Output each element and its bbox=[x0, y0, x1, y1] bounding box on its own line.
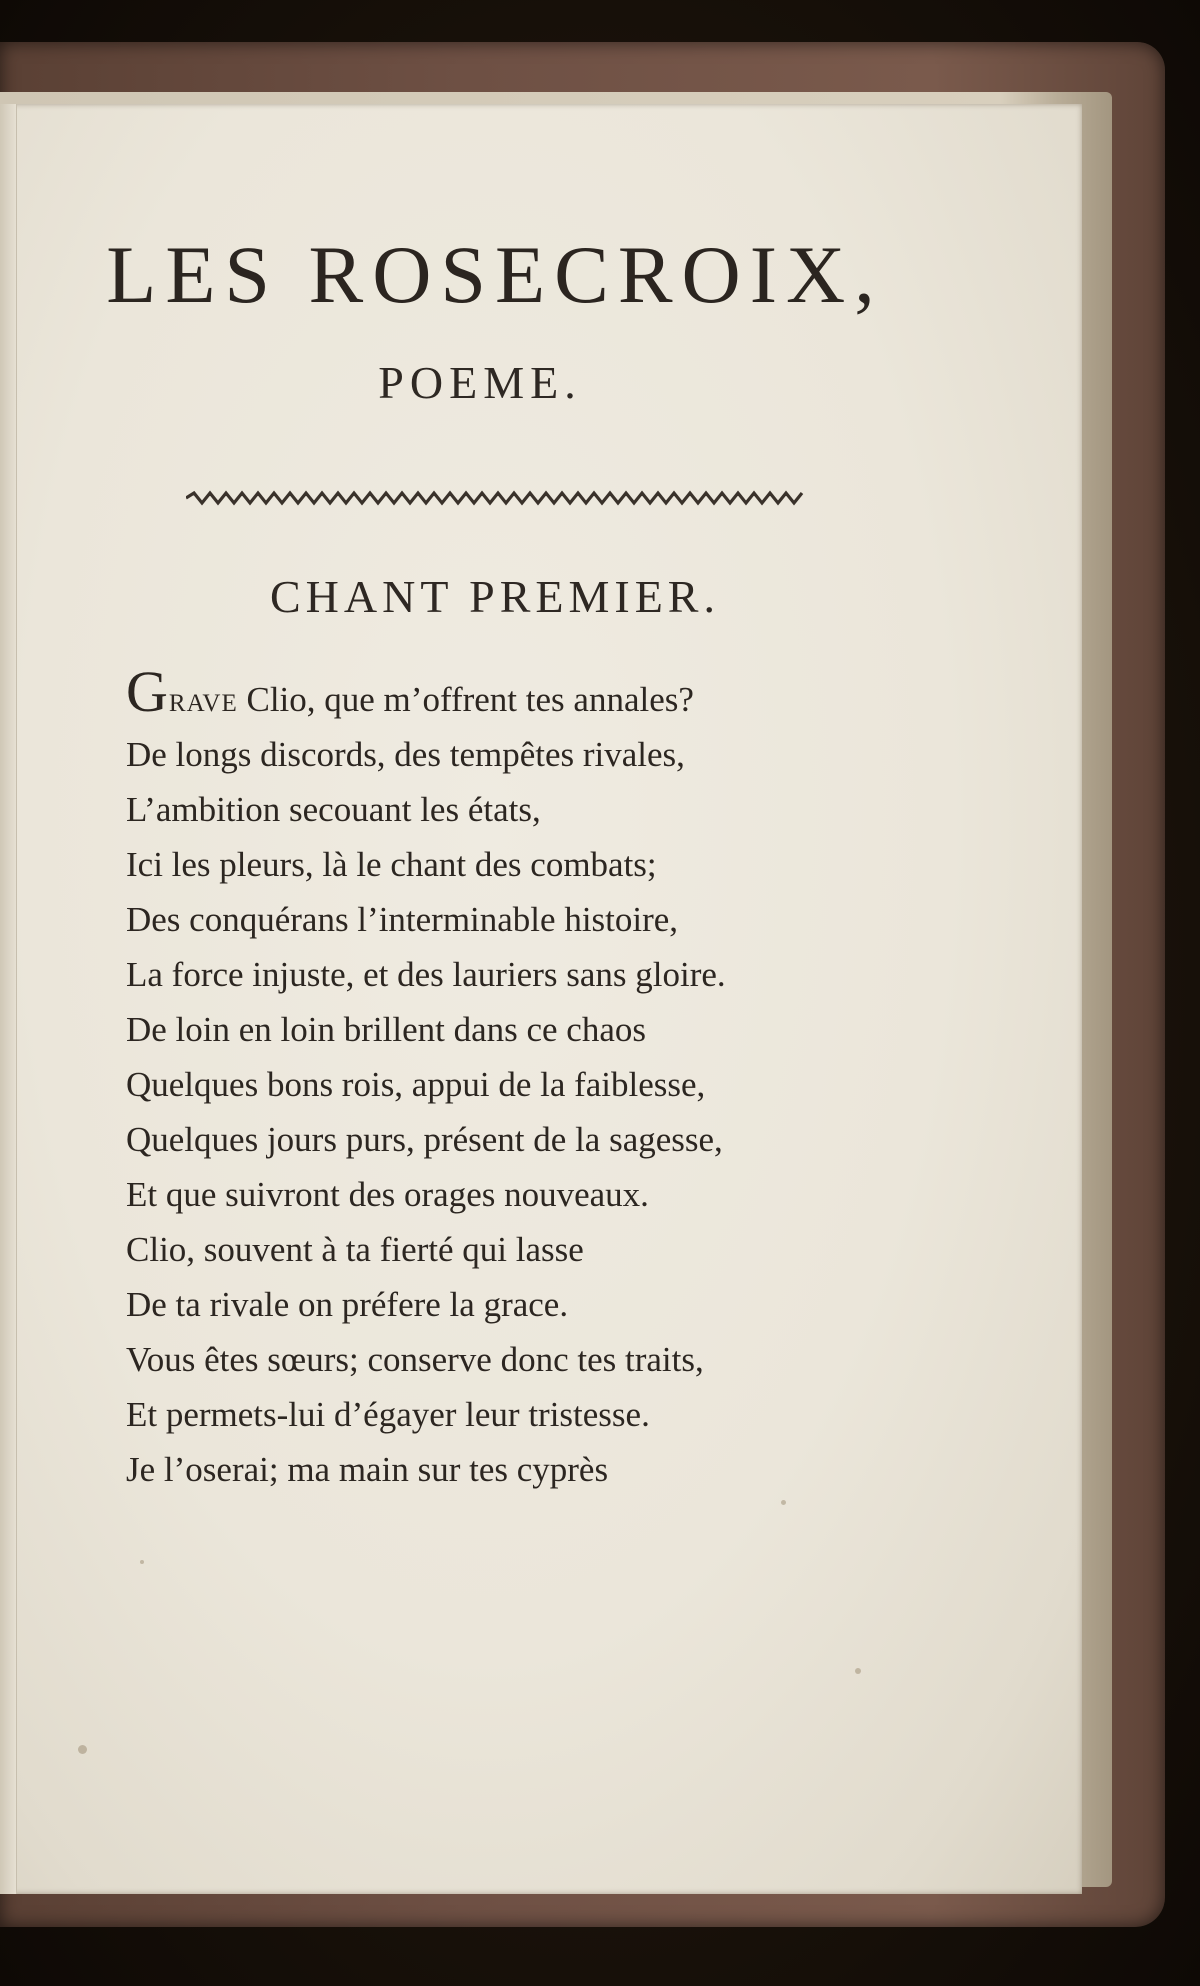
verse-line: Vous êtes sœurs; conserve donc tes traits, bbox=[126, 1340, 704, 1379]
verse-line: De loin en loin brillent dans ce chaos bbox=[126, 1010, 646, 1049]
chant-heading: CHANT PREMIER. bbox=[270, 571, 720, 622]
dropcap-initial: G bbox=[126, 659, 169, 724]
verse-line: Et que suivront des orages nouveaux. bbox=[126, 1175, 649, 1214]
dropcap-word bbox=[126, 659, 238, 724]
verse-line: L’ambition secouant les états, bbox=[126, 790, 541, 829]
foxing-speck bbox=[781, 1500, 786, 1505]
page-subtitle: POEME. bbox=[378, 357, 582, 408]
verse-text: Clio, que m’offrent tes annales? bbox=[237, 680, 694, 719]
verse-list bbox=[126, 659, 1006, 1497]
verse-line: Des conquérans l’interminable histoire, bbox=[126, 900, 679, 939]
verse-line: Ici les pleurs, là le chant des combats; bbox=[126, 845, 657, 884]
verse-line: De longs discords, des tempêtes rivales, bbox=[126, 735, 685, 774]
verse-line: Et permets-lui d’égayer leur tristesse. bbox=[126, 1395, 650, 1434]
verse-line: La force injuste, et des lauriers sans gloire. bbox=[126, 955, 726, 994]
foxing-speck bbox=[78, 1745, 87, 1754]
wavy-rule-ornament bbox=[186, 490, 804, 506]
verse-line: De ta rivale on préfere la grace. bbox=[126, 1285, 569, 1324]
verse-line: Quelques jours purs, présent de la sagesse, bbox=[126, 1120, 723, 1159]
verse-line: Clio, souvent à ta fierté qui lasse bbox=[126, 1230, 584, 1269]
foxing-speck bbox=[140, 1560, 144, 1564]
verse-line: Quelques bons rois, appui de la faiblesse, bbox=[126, 1065, 706, 1104]
verse-line: Je l’oserai; ma main sur tes cyprès bbox=[126, 1450, 609, 1489]
dropcap-rest: rave bbox=[168, 680, 238, 719]
page-title: LES ROSECROIX, bbox=[106, 229, 884, 320]
verse-line bbox=[126, 659, 1006, 727]
foxing-speck bbox=[855, 1668, 861, 1674]
